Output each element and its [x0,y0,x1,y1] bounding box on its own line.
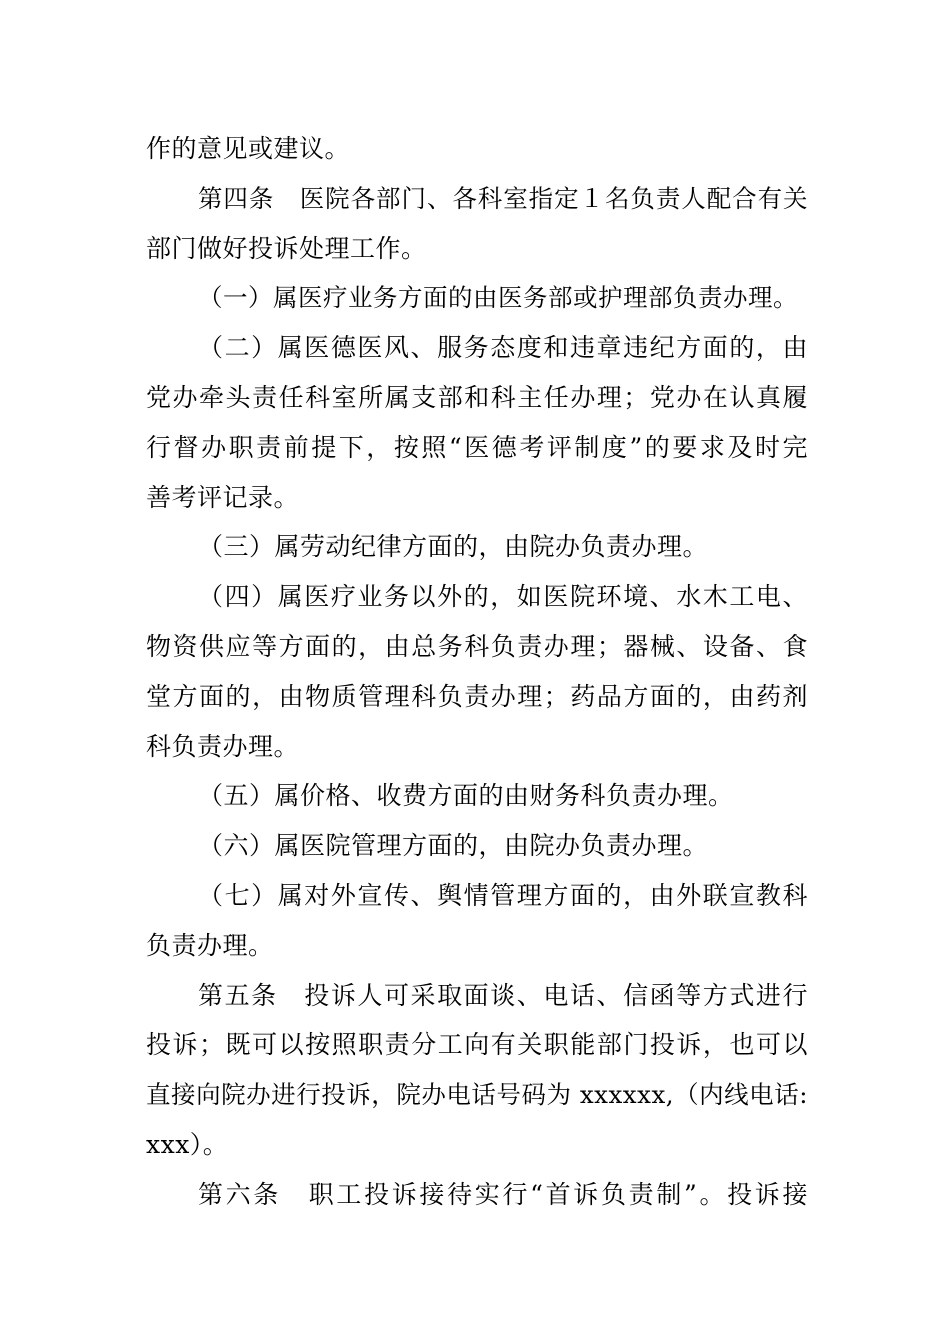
text-line: 直接向院办进行投诉，院办电话号码为 xxxxxx,（内线电话: [146,1080,808,1110]
text-line: 部门做好投诉处理工作。 [146,233,427,263]
clause-2: （二）属医德医风、服务态度和违章违纪方面的，由 [198,333,808,363]
article-6-heading-line: 第六条 职工投诉接待实行“首诉负责制”。投诉接 [198,1179,808,1209]
clause-1: （一）属医疗业务方面的由医务部或护理部负责办理。 [198,283,798,313]
clause-3: （三）属劳动纪律方面的，由院办负责办理。 [198,532,709,562]
text-line: 作的意见或建议。 [146,134,351,163]
article-5-heading-line: 第五条 投诉人可采取面谈、电话、信函等方式进行 [198,980,808,1010]
text-line: 堂方面的，由物质管理科负责办理；药品方面的，由药剂 [146,681,808,711]
clause-7: （七）属对外宣传、舆情管理方面的，由外联宣教科 [198,880,808,910]
text-line: 党办牵头责任科室所属支部和科主任办理；党办在认真履 [146,382,808,412]
text-line: 负责办理。 [146,930,274,960]
clause-6: （六）属医院管理方面的，由院办负责办理。 [198,831,709,861]
document-body [146,124,808,1220]
text-line: 科负责办理。 [146,731,300,761]
text-line: 善考评记录。 [146,482,300,512]
article-4-heading-line: 第四条 医院各部门、各科室指定１名负责人配合有关 [198,183,808,213]
text-line: xxx）。 [146,1129,229,1159]
text-line: 行督办职责前提下，按照“医德考评制度”的要求及时完 [146,432,808,462]
text-line: 投诉；既可以按照职责分工向有关职能部门投诉，也可以 [146,1030,808,1060]
clause-5: （五）属价格、收费方面的由财务科负责办理。 [198,781,734,811]
clause-4: （四）属医疗业务以外的，如医院环境、水木工电、 [198,582,808,612]
text-line: 物资供应等方面的，由总务科负责办理；器械、设备、食 [146,631,808,661]
